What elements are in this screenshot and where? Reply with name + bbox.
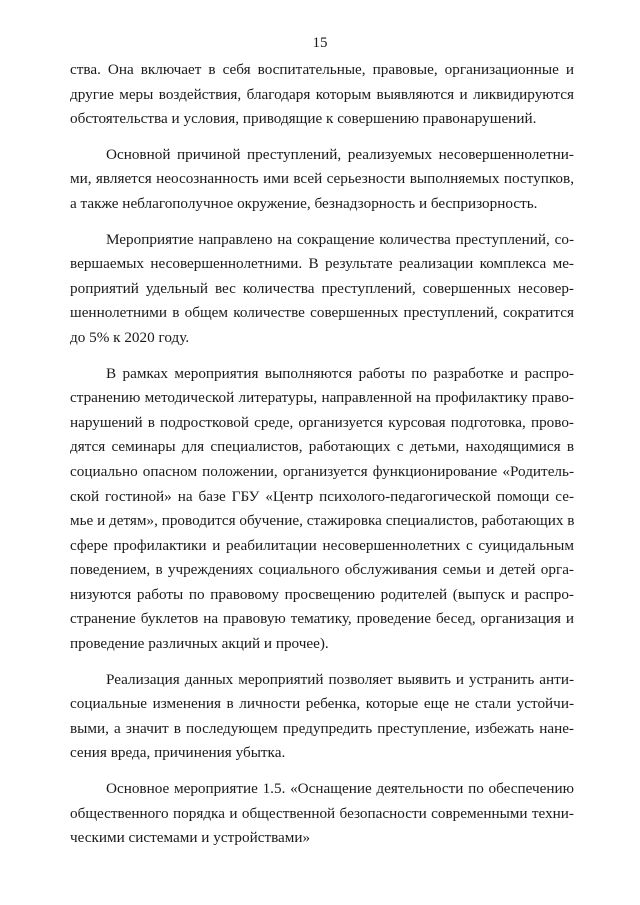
text-line: мье и детям», проводится обучение, стажировка специалистов, работающих в — [70, 512, 575, 530]
paragraph — [70, 362, 574, 657]
text-line: низуются работы по правовому просвещению родителей (выпуск и распро- — [70, 585, 574, 603]
text-line: поведением, в учреждениях социального обслуживания семьи и детей орга- — [70, 561, 574, 579]
paragraph — [70, 58, 574, 132]
paragraph — [70, 143, 574, 217]
text-line: до 5% к 2020 году. — [70, 328, 190, 346]
paragraph-gap — [70, 132, 574, 143]
text-line: странение буклетов на правовую тематику, проведение бесед, организация и — [70, 610, 574, 628]
text-line: обстоятельства и условия, приводящие к совершению правонарушений. — [70, 110, 537, 128]
text-line: ческими системами и устройствами» — [70, 829, 311, 847]
text-line: В рамках мероприятия выполняются работы по разработке и распро- — [106, 364, 574, 382]
text-line: Реализация данных мероприятий позволяет выявить и устранить анти- — [106, 670, 574, 688]
text-line: Основное мероприятие 1.5. «Оснащение деятельности по обеспечению — [106, 780, 574, 798]
paragraph — [70, 668, 574, 766]
text-line: шеннолетними в общем количестве совершенных преступлений, сократится — [70, 304, 574, 322]
text-line: странению методической литературы, направленной на профилактику право- — [70, 389, 574, 407]
paragraph-gap — [70, 351, 574, 362]
paragraph-gap — [70, 217, 574, 228]
text-line: другие меры воздействия, благодаря которым выявляются и ликвидируются — [70, 85, 574, 103]
text-line: а также неблагополучное окружение, безнадзорность и беспризорность. — [70, 194, 538, 212]
document-body — [70, 58, 574, 851]
paragraph — [70, 777, 574, 851]
text-line: ми, является неосознанность ими всей серьезности выполняемых поступков, — [70, 170, 574, 188]
text-line: роприятий удельный вес количества преступлений, совершенных несовер- — [70, 279, 574, 297]
text-line: вершаемых несовершеннолетними. В результате реализации комплекса ме- — [70, 255, 574, 273]
text-line: дятся семинары для специалистов, работающих с детьми, находящимися в — [70, 438, 574, 456]
text-line: Мероприятие направлено на сокращение количества преступлений, со- — [106, 230, 574, 248]
text-line: Основной причиной преступлений, реализуемых несовершеннолетни- — [106, 145, 574, 163]
paragraph — [70, 228, 574, 351]
text-line: социальные изменения в личности ребенка, которые еще не стали устойчи- — [70, 695, 574, 713]
text-line: сфере профилактики и реабилитации несовершеннолетних с суицидальным — [70, 536, 574, 554]
text-line: общественного порядка и общественной безопасности современными техни- — [70, 804, 574, 822]
text-line: ства. Она включает в себя воспитательные, правовые, организационные и — [70, 61, 574, 78]
paragraph-gap — [70, 766, 574, 777]
text-line: нарушений в подростковой среде, организуется курсовая подготовка, прово- — [70, 413, 574, 431]
text-line: ской гостиной» на базе ГБУ «Центр психолого-педагогической помощи се- — [70, 487, 574, 505]
text-line: социально опасном положении, организуется функционирование «Родитель- — [70, 462, 574, 480]
paragraph-gap — [70, 657, 574, 668]
page-number: 15 — [312, 35, 328, 51]
text-line: проведение различных акций и прочее). — [70, 635, 329, 653]
text-line: сения вреда, причинения убытка. — [70, 744, 286, 762]
text-line: выми, а значит в последующем предупредить преступление, избежать нане- — [70, 719, 574, 737]
